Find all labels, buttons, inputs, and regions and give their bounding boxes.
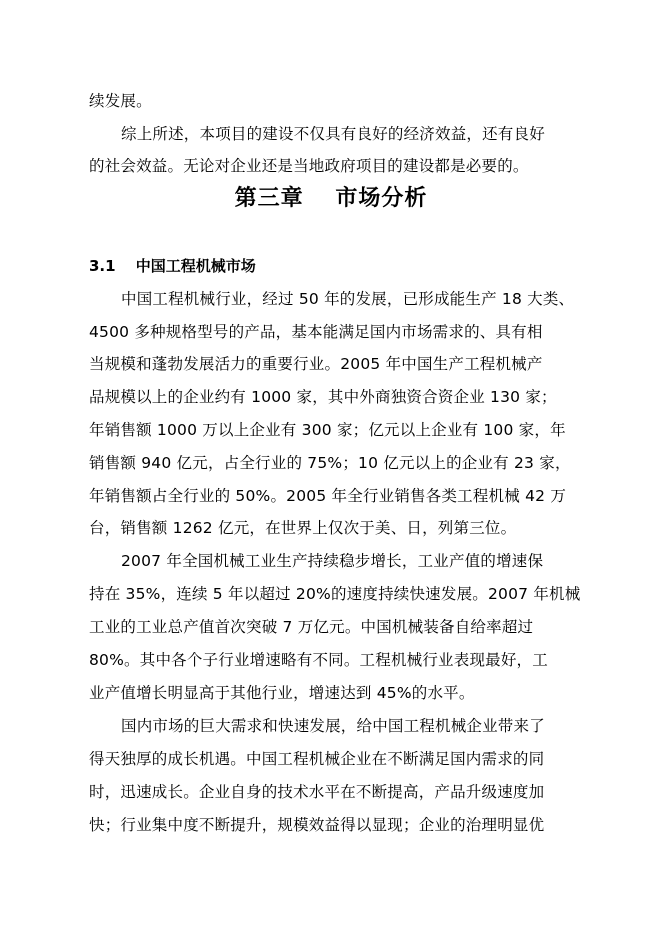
paragraph2-line-5: 业产值增长明显高于其他行业，增速达到 45%的水平。 xyxy=(89,684,475,702)
paragraph1-line-5: 年销售额 1000 万以上企业有 300 家；亿元以上企业有 100 家，年 xyxy=(89,421,566,439)
paragraph3-line-3: 时，迅速成长。企业自身的技术水平在不断提高，产品升级速度加 xyxy=(89,783,545,801)
paragraph1-line-2: 4500 多种规格型号的产品，基本能满足国内市场需求的、具有相 xyxy=(89,323,543,341)
paragraph1-line-3: 当规模和蓬勃发展活力的重要行业。2005 年中国生产工程机械产 xyxy=(89,355,543,373)
intro-line-3: 的社会效益。无论对企业还是当地政府项目的建设都是必要的。 xyxy=(89,157,529,175)
paragraph1-line-4: 品规模以上的企业约有 1000 家，其中外商独资合资企业 130 家； xyxy=(89,388,557,406)
paragraph3-line-4: 快；行业集中度不断提升，规模效益得以显现；企业的治理明显优 xyxy=(89,816,545,834)
section-heading: 3.1 中国工程机械市场 xyxy=(89,257,256,275)
paragraph1-line-7: 年销售额占全行业的 50%。2005 年全行业销售各类工程机械 42 万 xyxy=(89,487,567,505)
paragraph2-line-4: 80%。其中各个子行业增速略有不同。工程机械行业表现最好，工 xyxy=(89,651,548,669)
paragraph1-line-1: 中国工程机械行业，经过 50 年的发展，已形成能生产 18 大类、 xyxy=(121,290,575,308)
intro-line-2: 综上所述，本项目的建设不仅具有良好的经济效益，还有良好 xyxy=(121,125,545,143)
paragraph2-line-1: 2007 年全国机械工业生产持续稳步增长，工业产值的增速保 xyxy=(121,552,544,570)
paragraph1-line-6: 销售额 940 亿元，占全行业的 75%；10 亿元以上的企业有 23 家， xyxy=(89,454,571,472)
paragraph2-line-3: 工业的工业总产值首次突破 7 万亿元。中国机械装备自给率超过 xyxy=(89,618,534,636)
intro-line-1: 续发展。 xyxy=(89,92,152,110)
chapter-title: 第三章 市场分析 xyxy=(234,185,428,211)
paragraph1-line-8: 台，销售额 1262 亿元，在世界上仅次于美、日，列第三位。 xyxy=(89,519,517,537)
paragraph3-line-2: 得天独厚的成长机遇。中国工程机械企业在不断满足国内需求的同 xyxy=(89,750,545,768)
paragraph2-line-2: 持在 35%，连续 5 年以超过 20%的速度持续快速发展。2007 年机械 xyxy=(89,585,581,603)
paragraph3-line-1: 国内市场的巨大需求和快速发展，给中国工程机械企业带来了 xyxy=(121,717,545,735)
